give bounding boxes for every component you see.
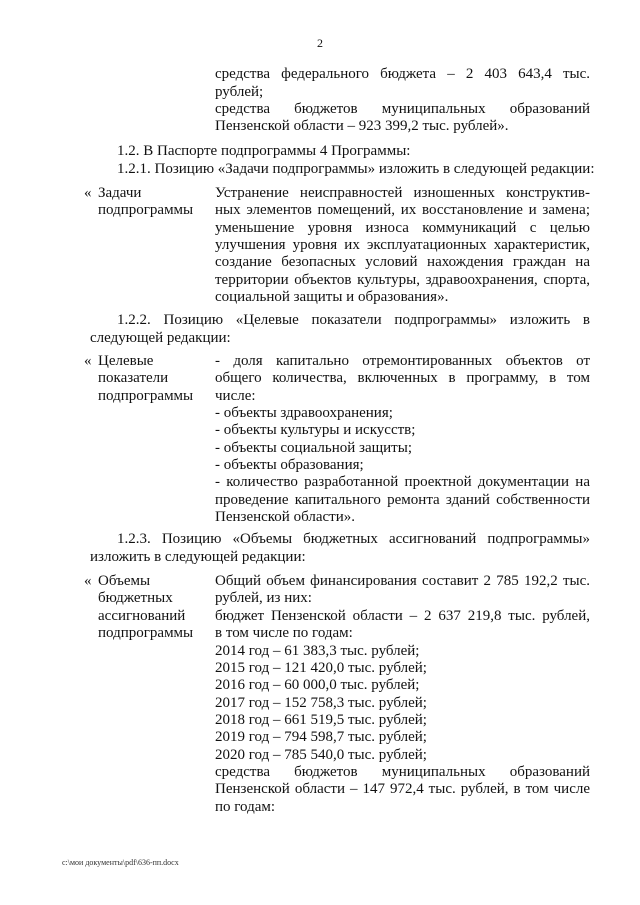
volumes-label: ассигнований bbox=[98, 608, 186, 624]
tasks-label: Задачи bbox=[98, 185, 142, 201]
text-line: рублей, из них: bbox=[215, 590, 312, 606]
text-line: Пензенской области». bbox=[215, 509, 355, 525]
text-line: проведение капитального ремонта зданий собственности bbox=[215, 492, 590, 508]
text-line: средства бюджетов муниципальных образований bbox=[215, 101, 590, 117]
text-line: 2016 год – 60 000,0 тыс. рублей; bbox=[215, 677, 420, 693]
paragraph-1-2-1: 1.2.1. Позицию «Задачи подпрограммы» изложить в следующей редакции: bbox=[117, 161, 595, 177]
targets-label: показатели bbox=[98, 370, 169, 386]
text-line: 2019 год – 794 598,7 тыс. рублей; bbox=[215, 729, 427, 745]
text-line: бюджет Пензенской области – 2 637 219,8 тыс. рублей, bbox=[215, 608, 590, 624]
text-line: 2018 год – 661 519,5 тыс. рублей; bbox=[215, 712, 427, 728]
text-line: - доля капитально отремонтированных объектов от bbox=[215, 353, 590, 369]
text-line: изложить в следующей редакции: bbox=[90, 549, 306, 565]
text-line: улучшения уровня их эксплуатационных характеристик, bbox=[215, 237, 590, 253]
quote-mark: « bbox=[84, 573, 92, 589]
paragraph-1-2-3: 1.2.3. Позицию «Объемы бюджетных ассигнований подпрограммы» bbox=[117, 531, 590, 547]
text-line: создание безопасных условий нахождения граждан на bbox=[215, 254, 590, 270]
text-line: Пензенской области – 147 972,4 тыс. рублей, в том числе bbox=[215, 781, 590, 797]
text-line: средства бюджетов муниципальных образований bbox=[215, 764, 590, 780]
text-line: - объекты образования; bbox=[215, 457, 364, 473]
volumes-label: бюджетных bbox=[98, 590, 173, 606]
text-line: - объекты социальной защиты; bbox=[215, 440, 412, 456]
text-line: ных элементов помещений, их восстановление и замена; bbox=[215, 202, 590, 218]
text-line: следующей редакции: bbox=[90, 330, 231, 346]
text-line: 2020 год – 785 540,0 тыс. рублей; bbox=[215, 747, 427, 763]
text-line: территории объектов культуры, здравоохранения, спорта, bbox=[215, 272, 590, 288]
quote-mark: « bbox=[84, 185, 92, 201]
volumes-label: Объемы bbox=[98, 573, 151, 589]
text-line: по годам: bbox=[215, 799, 276, 815]
text-line: уменьшение уровня износа коммуникаций с целью bbox=[215, 220, 590, 236]
text-line: 2015 год – 121 420,0 тыс. рублей; bbox=[215, 660, 427, 676]
text-line: в том числе по годам: bbox=[215, 625, 353, 641]
paragraph-1-2-2: 1.2.2. Позицию «Целевые показатели подпрограммы» изложить в bbox=[117, 312, 590, 328]
tasks-label: подпрограммы bbox=[98, 202, 194, 218]
text-line: числе: bbox=[215, 388, 256, 404]
text-line: - объекты здравоохранения; bbox=[215, 405, 393, 421]
page-number: 2 bbox=[317, 36, 323, 50]
text-line: 2014 год – 61 383,3 тыс. рублей; bbox=[215, 643, 420, 659]
text-line: Общий объем финансирования составит 2 785 192,2 тыс. bbox=[215, 573, 590, 589]
quote-mark: « bbox=[84, 353, 92, 369]
text-line: Устранение неисправностей изношенных конструктив- bbox=[215, 185, 590, 201]
file-path-footer: c:\мои документы\pdf\636-пп.docx bbox=[62, 858, 179, 867]
text-line: Пензенской области – 923 399,2 тыс. рублей». bbox=[215, 118, 509, 134]
text-line: общего количества, включенных в программу, в том bbox=[215, 370, 590, 386]
text-line: рублей; bbox=[215, 84, 264, 100]
volumes-label: подпрограммы bbox=[98, 625, 194, 641]
targets-label: Целевые bbox=[98, 353, 154, 369]
text-line: средства федерального бюджета – 2 403 643,4 тыс. bbox=[215, 66, 590, 82]
text-line: 2017 год – 152 758,3 тыс. рублей; bbox=[215, 695, 427, 711]
text-line: социальной защиты и образования». bbox=[215, 289, 449, 305]
paragraph-1-2: 1.2. В Паспорте подпрограммы 4 Программы: bbox=[117, 143, 411, 159]
text-line: - объекты культуры и искусств; bbox=[215, 422, 416, 438]
text-line: - количество разработанной проектной документации на bbox=[215, 474, 590, 490]
targets-label: подпрограммы bbox=[98, 388, 194, 404]
